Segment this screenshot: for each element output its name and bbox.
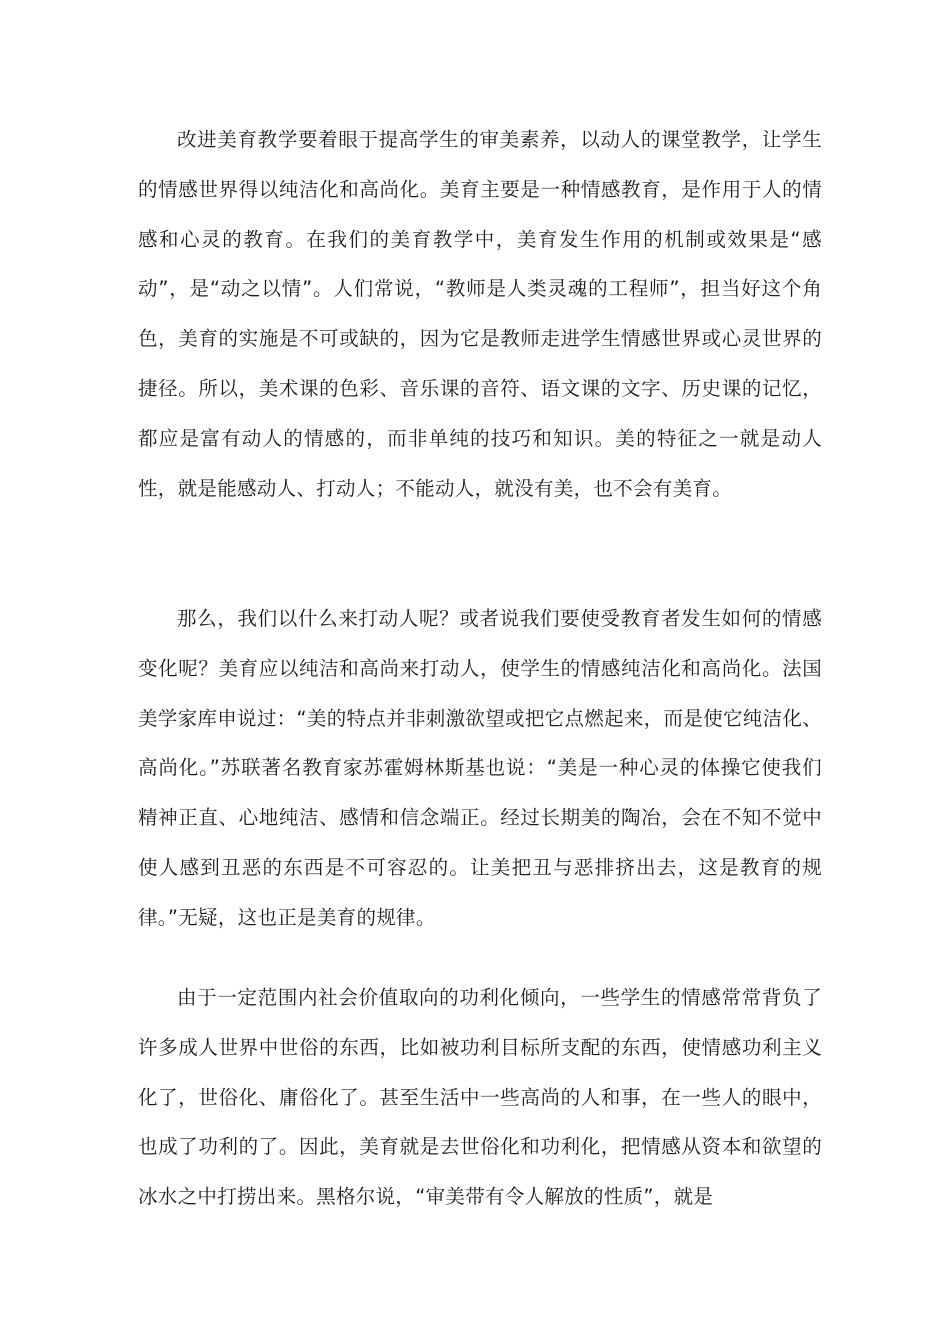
- paragraph-3: 由于一定范围内社会价值取向的功利化倾向，一些学生的情感常常背负了许多成人世界中世俗的东西，比如被功利目标所支配的东西，使情感功利主义化了，世俗化、庸俗化了。甚至生活中一些高尚的人和事，在一些人的眼中，也成了功利的了。因此，美育就是去世俗化和功利化，把情感从资本和欲望的冰水之中打捞出来。黑格尔说，“审美带有令人解放的性质”，就是: [138, 986, 822, 1209]
- paragraph-2: 那么，我们以什么来打动人呢？或者说我们要使受教育者发生如何的情感变化呢？美育应以纯洁和高尚来打动人，使学生的情感纯洁化和高尚化。法国美学家库申说过：“美的特点并非刺激欲望或把它点燃起来，而是使它纯洁化、高尚化。”苏联著名教育家苏霍姆林斯基也说：“美是一种心灵的体操它使我们精神正直、心地纯洁、感情和信念端正。经过长期美的陶冶，会在不知不觉中使人感到丑恶的东西是不可容忍的。让美把丑与恶排挤出去，这是教育的规律。”无疑，这也正是美育的规律。: [138, 607, 822, 929]
- paragraph-1: 改进美育教学要着眼于提高学生的审美素养，以动人的课堂教学，让学生的情感世界得以纯洁化和高尚化。美育主要是一种情感教育，是作用于人的情感和心灵的教育。在我们的美育教学中，美育发生作用的机制或效果是“感动”，是“动之以情”。人们常说，“教师是人类灵魂的工程师”，担当好这个角色，美育的实施是不可或缺的，因为它是教师走进学生情感世界或心灵世界的捷径。所以，美术课的色彩、音乐课的音符、语文课的文字、历史课的记忆，都应是富有动人的情感的，而非单纯的技巧和知识。美的特征之一就是动人性，就是能感动人、打动人；不能动人，就没有美，也不会有美育。: [138, 128, 822, 500]
